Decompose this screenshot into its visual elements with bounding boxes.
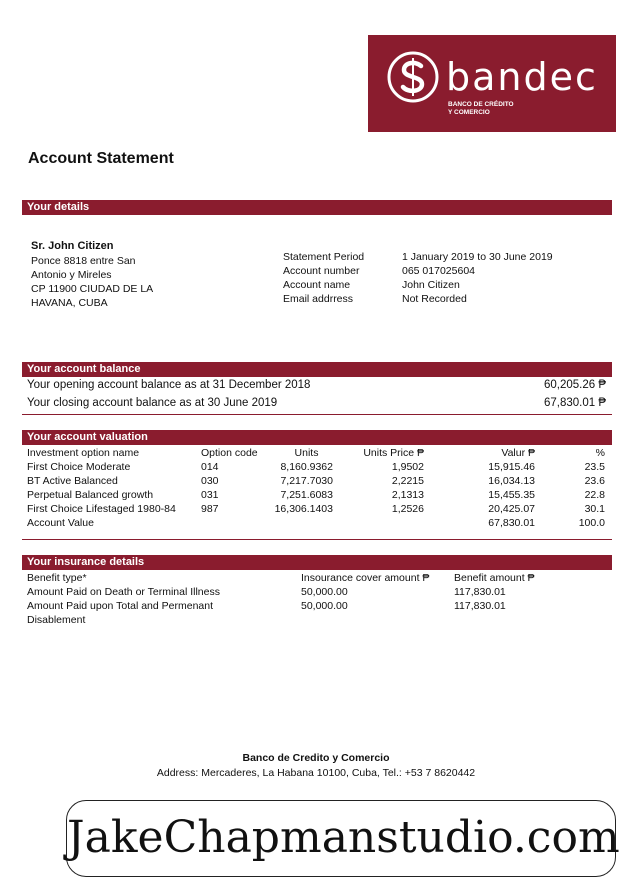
table-cell: Account Value [27, 517, 94, 529]
column-header: Valur ₱ [501, 447, 535, 459]
closing-balance-label: Your closing account balance as at 30 June 2019 [27, 397, 278, 409]
valuation-col-percent [579, 446, 605, 530]
table-cell: 117,830.01 [454, 600, 506, 612]
bandec-emblem-icon [386, 50, 440, 104]
section-header-valuation: Your account valuation [22, 430, 612, 445]
insurance-col-cover [301, 571, 429, 613]
column-header: Insourance cover amount ₱ [301, 572, 430, 584]
table-cell: 16,034.13 [488, 475, 535, 487]
column-header: % [595, 447, 605, 459]
field-value: 1 January 2019 to 30 June 2019 [402, 251, 553, 263]
table-cell: 15,915.46 [488, 461, 535, 473]
closing-balance-value: 67,830.01 ₱ [543, 397, 606, 409]
customer-address [31, 254, 153, 310]
section-header-balance: Your account balance [22, 362, 612, 377]
column-header: Units [294, 447, 319, 459]
table-cell: 031 [201, 489, 219, 501]
valuation-col-code [201, 446, 258, 516]
table-cell: 20,425.07 [488, 503, 535, 515]
address-line: Ponce 8818 entre San [31, 255, 136, 267]
table-cell: Disablement [27, 614, 86, 626]
column-header: Option code [201, 447, 258, 459]
insurance-col-benefit [454, 571, 535, 613]
field-label: Account number [283, 265, 360, 277]
table-cell: First Choice Moderate [27, 461, 131, 473]
table-cell: 100.0 [578, 517, 605, 529]
table-cell: 15,455.35 [488, 489, 535, 501]
table-cell: 23.6 [584, 475, 605, 487]
footer-address: Address: Mercaderes, La Habana 10100, Cuba, Tel.: +53 7 8620442 [156, 767, 476, 779]
table-cell: 7,217.7030 [280, 475, 333, 487]
logo-subline: BANCO DE CRÉDITO Y COMERCIO [448, 101, 514, 116]
section-divider [22, 414, 612, 415]
column-header: Investment option name [27, 447, 140, 459]
address-line: CP 11900 CIUDAD DE LA [31, 283, 154, 295]
section-header-details: Your details [22, 200, 612, 215]
section-header-insurance: Your insurance details [22, 555, 612, 570]
bank-logo [368, 35, 616, 132]
account-field-values [402, 250, 553, 306]
valuation-col-units-header [280, 446, 333, 460]
column-header: Benefit amount ₱ [454, 572, 535, 584]
table-cell: 014 [201, 461, 219, 473]
table-cell: 67,830.01 [488, 517, 535, 529]
opening-balance-value: 60,205.26 ₱ [543, 379, 606, 391]
valuation-col-name [27, 446, 176, 530]
table-cell: 2,2215 [391, 475, 424, 487]
table-cell: 50,000.00 [301, 600, 348, 612]
valuation-col-value [488, 446, 535, 530]
page-title: Account Statement [28, 150, 174, 167]
field-value: John Citizen [402, 279, 460, 291]
watermark-banner: JakeChapmanstudio.com [66, 800, 616, 877]
table-cell: BT Active Balanced [27, 475, 118, 487]
table-cell: 16,306.1403 [274, 503, 333, 515]
column-header: Units Price ₱ [363, 447, 424, 459]
section-divider [22, 539, 612, 540]
opening-balance-label: Your opening account balance as at 31 December 2018 [27, 379, 311, 391]
valuation-col-units [275, 460, 333, 516]
table-cell: 1,9502 [391, 461, 424, 473]
customer-name: Sr. John Citizen [31, 240, 114, 252]
table-cell: 8,160.9362 [280, 461, 333, 473]
field-value: 065 017025604 [402, 265, 475, 277]
table-cell: 30.1 [584, 503, 605, 515]
valuation-col-price [363, 446, 424, 516]
table-cell: 987 [201, 503, 219, 515]
table-cell: 117,830.01 [454, 586, 506, 598]
table-cell: 1,2526 [391, 503, 424, 515]
table-cell: 2,1313 [391, 489, 424, 501]
table-cell: 50,000.00 [301, 586, 348, 598]
field-label: Statement Period [283, 251, 365, 263]
address-line: Antonio y Mireles [31, 269, 112, 281]
table-cell: Perpetual Balanced growth [27, 489, 154, 501]
account-field-labels [283, 250, 364, 306]
table-cell: 030 [201, 475, 219, 487]
footer-bank-name: Banco de Credito y Comercio [242, 752, 390, 764]
logo-wordmark: bandec [446, 55, 598, 99]
table-cell: Amount Paid upon Total and Permenant [27, 600, 214, 612]
table-cell: 23.5 [584, 461, 605, 473]
column-header: Benefit type* [27, 572, 87, 584]
field-value: Not Recorded [402, 293, 467, 305]
table-cell: Amount Paid on Death or Terminal Illness [27, 586, 220, 598]
field-label: Account name [283, 279, 351, 291]
field-label: Email addrress [283, 293, 354, 305]
insurance-col-type [27, 571, 220, 627]
table-cell: 22.8 [584, 489, 605, 501]
table-cell: First Choice Lifestaged 1980-84 [27, 503, 176, 515]
table-cell: 7,251.6083 [280, 489, 333, 501]
address-line: HAVANA, CUBA [31, 297, 108, 309]
